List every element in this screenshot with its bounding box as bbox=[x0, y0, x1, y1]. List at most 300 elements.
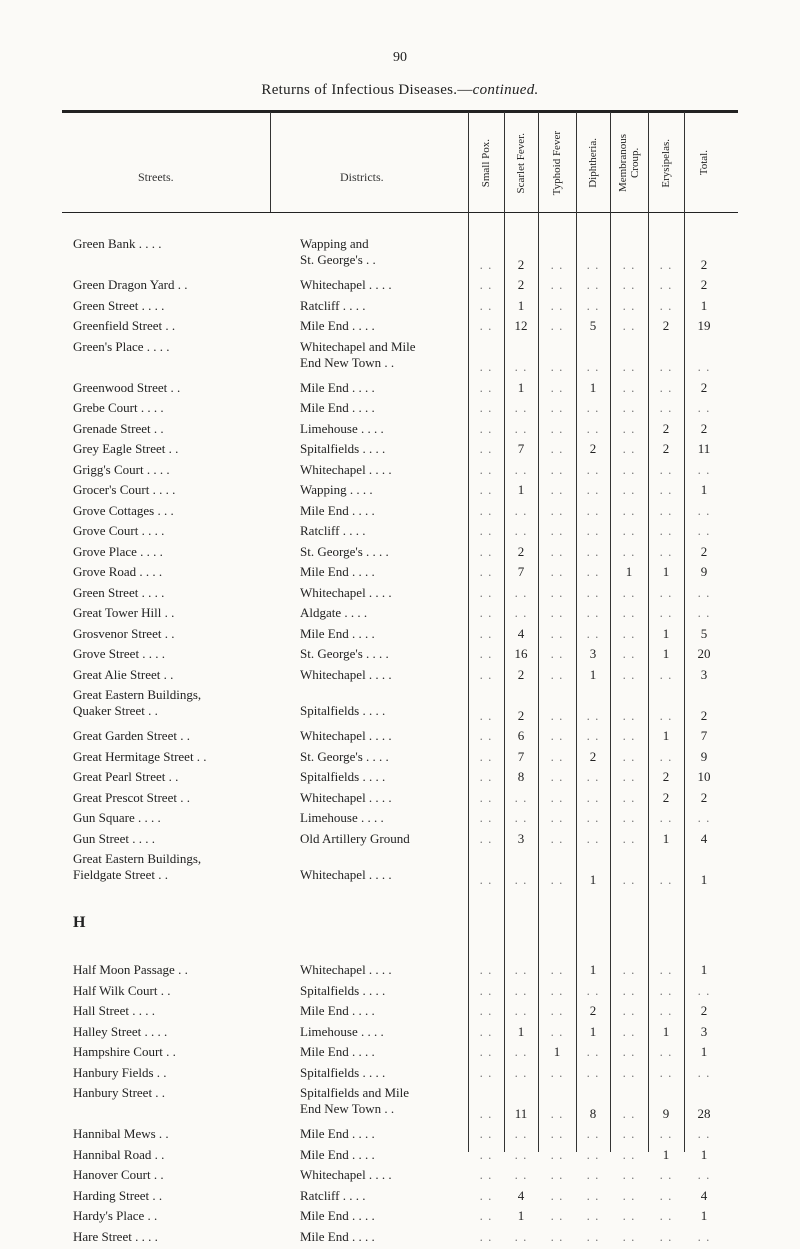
cell-di: 5 bbox=[575, 318, 611, 334]
street-name: Grove Cottages . . . bbox=[73, 503, 174, 519]
cell-di: . . bbox=[575, 1044, 611, 1060]
cell-tf: . . bbox=[539, 769, 575, 785]
cell-sp: . . bbox=[468, 421, 504, 437]
cell-sp: . . bbox=[468, 1188, 504, 1204]
cell-tf: . . bbox=[539, 983, 575, 999]
cell-sp: . . bbox=[468, 749, 504, 765]
street-name: Half Moon Passage . . bbox=[73, 962, 188, 978]
district-name: Mile End . . . . bbox=[300, 503, 375, 519]
cell-er: . . bbox=[648, 810, 684, 826]
cell-to: 2 bbox=[686, 257, 722, 273]
cell-to: 1 bbox=[686, 1147, 722, 1163]
cell-to: 1 bbox=[686, 962, 722, 978]
cell-sf: 1 bbox=[503, 482, 539, 498]
table-row bbox=[0, 728, 800, 749]
cell-tf: . . bbox=[539, 277, 575, 293]
cell-to: . . bbox=[686, 400, 722, 416]
cell-tf: . . bbox=[539, 1024, 575, 1040]
cell-sp: . . bbox=[468, 872, 504, 888]
cell-di: . . bbox=[575, 421, 611, 437]
cell-sp: . . bbox=[468, 1003, 504, 1019]
cell-mc: . . bbox=[611, 380, 647, 396]
cell-tf: . . bbox=[539, 728, 575, 744]
street-name: Grocer's Court . . . . bbox=[73, 482, 175, 498]
cell-er: . . bbox=[648, 503, 684, 519]
header-streets: Streets. bbox=[138, 170, 174, 185]
table-row bbox=[0, 1126, 800, 1147]
cell-sp: . . bbox=[468, 400, 504, 416]
district-name: Mile End . . . . bbox=[300, 1126, 375, 1142]
cell-mc: . . bbox=[611, 983, 647, 999]
cell-sp: . . bbox=[468, 728, 504, 744]
cell-tf: . . bbox=[539, 298, 575, 314]
cell-er: . . bbox=[648, 257, 684, 273]
cell-mc: . . bbox=[611, 1167, 647, 1183]
cell-sp: . . bbox=[468, 626, 504, 642]
cell-er: 2 bbox=[648, 790, 684, 806]
street-name: Grigg's Court . . . . bbox=[73, 462, 170, 478]
page-number: 90 bbox=[0, 50, 800, 66]
cell-sf: . . bbox=[503, 462, 539, 478]
cell-tf: . . bbox=[539, 462, 575, 478]
table-row bbox=[0, 646, 800, 667]
cell-tf: . . bbox=[539, 810, 575, 826]
cell-sf: . . bbox=[503, 400, 539, 416]
cell-mc: . . bbox=[611, 318, 647, 334]
cell-sp: . . bbox=[468, 708, 504, 724]
district-name: Whitechapel . . . . bbox=[300, 667, 392, 683]
street-name: Halley Street . . . . bbox=[73, 1024, 167, 1040]
cell-er: . . bbox=[648, 1188, 684, 1204]
table-row bbox=[0, 1085, 800, 1126]
cell-sf: . . bbox=[503, 1044, 539, 1060]
cell-sp: . . bbox=[468, 318, 504, 334]
cell-sf: . . bbox=[503, 962, 539, 978]
table-row bbox=[0, 810, 800, 831]
cell-di: . . bbox=[575, 1065, 611, 1081]
cell-mc: . . bbox=[611, 421, 647, 437]
header-small-pox: Small Pox. bbox=[468, 116, 504, 210]
cell-tf: . . bbox=[539, 544, 575, 560]
cell-tf: . . bbox=[539, 523, 575, 539]
table-row bbox=[0, 482, 800, 503]
street-name: Hanover Court . . bbox=[73, 1167, 164, 1183]
cell-sp: . . bbox=[468, 1167, 504, 1183]
street-name: Green Bank . . . . bbox=[73, 236, 161, 252]
cell-sf: 2 bbox=[503, 708, 539, 724]
cell-sf: 1 bbox=[503, 1024, 539, 1040]
cell-sf: 7 bbox=[503, 441, 539, 457]
street-name: Grove Road . . . . bbox=[73, 564, 162, 580]
cell-er: 1 bbox=[648, 646, 684, 662]
page-title bbox=[0, 82, 800, 99]
cell-mc: . . bbox=[611, 605, 647, 621]
table-row bbox=[0, 564, 800, 585]
header-total: Total. bbox=[684, 116, 724, 210]
district-name: Wapping . . . . bbox=[300, 482, 373, 498]
cell-sp: . . bbox=[468, 523, 504, 539]
cell-mc: . . bbox=[611, 1208, 647, 1224]
district-name: Spitalfields and Mile End New Town . . bbox=[300, 1085, 409, 1117]
table-row bbox=[0, 503, 800, 524]
cell-sf: . . bbox=[503, 872, 539, 888]
cell-mc: . . bbox=[611, 503, 647, 519]
district-name: Whitechapel . . . . bbox=[300, 1167, 392, 1183]
cell-to: . . bbox=[686, 983, 722, 999]
cell-di: . . bbox=[575, 1126, 611, 1142]
district-name: Spitalfields . . . . bbox=[300, 687, 385, 719]
cell-tf: . . bbox=[539, 872, 575, 888]
street-name: Hampshire Court . . bbox=[73, 1044, 176, 1060]
cell-sp: . . bbox=[468, 359, 504, 375]
cell-sp: . . bbox=[468, 810, 504, 826]
table-row bbox=[0, 585, 800, 606]
cell-sf: . . bbox=[503, 421, 539, 437]
cell-er: 1 bbox=[648, 626, 684, 642]
street-name: Green's Place . . . . bbox=[73, 339, 170, 355]
cell-tf: . . bbox=[539, 482, 575, 498]
cell-mc: . . bbox=[611, 298, 647, 314]
cell-to: 1 bbox=[686, 872, 722, 888]
cell-sp: . . bbox=[468, 462, 504, 478]
table-row bbox=[0, 277, 800, 298]
cell-di: . . bbox=[575, 983, 611, 999]
street-name: Hanbury Fields . . bbox=[73, 1065, 167, 1081]
cell-sf: . . bbox=[503, 585, 539, 601]
cell-mc: . . bbox=[611, 523, 647, 539]
cell-di: . . bbox=[575, 257, 611, 273]
cell-tf: . . bbox=[539, 1106, 575, 1122]
district-name: Ratcliff . . . . bbox=[300, 298, 365, 314]
cell-sf: . . bbox=[503, 1147, 539, 1163]
cell-tf: . . bbox=[539, 1003, 575, 1019]
cell-di: . . bbox=[575, 769, 611, 785]
district-name: Whitechapel . . . . bbox=[300, 277, 392, 293]
cell-di: . . bbox=[575, 605, 611, 621]
cell-sp: . . bbox=[468, 564, 504, 580]
cell-di: . . bbox=[575, 564, 611, 580]
district-name: Mile End . . . . bbox=[300, 626, 375, 642]
street-name: Greenwood Street . . bbox=[73, 380, 180, 396]
cell-di: . . bbox=[575, 810, 611, 826]
cell-sf: 3 bbox=[503, 831, 539, 847]
cell-tf: . . bbox=[539, 1147, 575, 1163]
cell-di: 2 bbox=[575, 441, 611, 457]
cell-mc: . . bbox=[611, 585, 647, 601]
district-name: Aldgate . . . . bbox=[300, 605, 367, 621]
district-name: Limehouse . . . . bbox=[300, 421, 384, 437]
cell-sp: . . bbox=[468, 790, 504, 806]
cell-sp: . . bbox=[468, 441, 504, 457]
cell-er: 1 bbox=[648, 831, 684, 847]
cell-tf: . . bbox=[539, 1126, 575, 1142]
cell-tf: . . bbox=[539, 257, 575, 273]
district-name: Mile End . . . . bbox=[300, 1229, 375, 1245]
cell-to: 1 bbox=[686, 298, 722, 314]
table-row bbox=[0, 626, 800, 647]
table-row bbox=[0, 983, 800, 1004]
district-name: Ratcliff . . . . bbox=[300, 523, 365, 539]
cell-to: 2 bbox=[686, 380, 722, 396]
district-name: Mile End . . . . bbox=[300, 380, 375, 396]
cell-sf: 16 bbox=[503, 646, 539, 662]
cell-di: . . bbox=[575, 523, 611, 539]
street-name: Gun Square . . . . bbox=[73, 810, 161, 826]
cell-di: 1 bbox=[575, 872, 611, 888]
header-rule bbox=[62, 212, 738, 213]
cell-to: . . bbox=[686, 585, 722, 601]
cell-er: . . bbox=[648, 708, 684, 724]
top-rule bbox=[62, 110, 738, 113]
cell-di: . . bbox=[575, 708, 611, 724]
cell-er: 9 bbox=[648, 1106, 684, 1122]
cell-di: . . bbox=[575, 790, 611, 806]
cell-to: 19 bbox=[686, 318, 722, 334]
cell-sf: 8 bbox=[503, 769, 539, 785]
cell-to: . . bbox=[686, 359, 722, 375]
cell-sf: 11 bbox=[503, 1106, 539, 1122]
district-name: Mile End . . . . bbox=[300, 564, 375, 580]
table-row bbox=[0, 687, 800, 728]
col-rule bbox=[270, 112, 271, 212]
cell-to: 5 bbox=[686, 626, 722, 642]
cell-mc: . . bbox=[611, 1147, 647, 1163]
cell-sf: . . bbox=[503, 1065, 539, 1081]
street-name: Grebe Court . . . . bbox=[73, 400, 164, 416]
cell-sp: . . bbox=[468, 1208, 504, 1224]
cell-tf: . . bbox=[539, 749, 575, 765]
cell-sf: . . bbox=[503, 1229, 539, 1245]
cell-mc: . . bbox=[611, 257, 647, 273]
header-erysipelas: Erysipelas. bbox=[648, 116, 684, 210]
cell-di: . . bbox=[575, 277, 611, 293]
table-row bbox=[0, 962, 800, 983]
cell-di: 1 bbox=[575, 1024, 611, 1040]
district-name: Mile End . . . . bbox=[300, 1044, 375, 1060]
cell-sf: . . bbox=[503, 790, 539, 806]
cell-er: . . bbox=[648, 523, 684, 539]
cell-sp: . . bbox=[468, 646, 504, 662]
cell-di: . . bbox=[575, 1208, 611, 1224]
cell-er: . . bbox=[648, 1003, 684, 1019]
street-name: Great Alie Street . . bbox=[73, 667, 173, 683]
header-typhoid-fever: Typhoid Fever bbox=[538, 116, 576, 210]
cell-to: 3 bbox=[686, 1024, 722, 1040]
district-name: Whitechapel . . . . bbox=[300, 962, 392, 978]
cell-sp: . . bbox=[468, 482, 504, 498]
cell-to: 11 bbox=[686, 441, 722, 457]
table-row bbox=[0, 462, 800, 483]
table-row bbox=[0, 1229, 800, 1249]
cell-er: . . bbox=[648, 482, 684, 498]
cell-sp: . . bbox=[468, 257, 504, 273]
district-name: Limehouse . . . . bbox=[300, 810, 384, 826]
cell-mc: . . bbox=[611, 728, 647, 744]
cell-di: . . bbox=[575, 462, 611, 478]
table-row bbox=[0, 339, 800, 380]
cell-to: . . bbox=[686, 810, 722, 826]
cell-mc: . . bbox=[611, 482, 647, 498]
street-name: Grenade Street . . bbox=[73, 421, 164, 437]
street-name: Grosvenor Street . . bbox=[73, 626, 174, 642]
cell-di: . . bbox=[575, 359, 611, 375]
table-row bbox=[0, 667, 800, 688]
cell-to: 7 bbox=[686, 728, 722, 744]
cell-to: 28 bbox=[686, 1106, 722, 1122]
street-name: Grove Place . . . . bbox=[73, 544, 163, 560]
cell-mc: . . bbox=[611, 1188, 647, 1204]
cell-sf: . . bbox=[503, 1126, 539, 1142]
cell-tf: . . bbox=[539, 421, 575, 437]
cell-to: . . bbox=[686, 1065, 722, 1081]
cell-to: . . bbox=[686, 503, 722, 519]
table-row bbox=[0, 318, 800, 339]
cell-to: 10 bbox=[686, 769, 722, 785]
cell-sf: . . bbox=[503, 983, 539, 999]
cell-to: . . bbox=[686, 523, 722, 539]
cell-tf: . . bbox=[539, 1167, 575, 1183]
cell-to: . . bbox=[686, 1229, 722, 1245]
cell-er: . . bbox=[648, 1126, 684, 1142]
cell-sf: 4 bbox=[503, 626, 539, 642]
cell-sp: . . bbox=[468, 544, 504, 560]
district-name: St. George's . . . . bbox=[300, 749, 389, 765]
cell-sf: 6 bbox=[503, 728, 539, 744]
cell-sp: . . bbox=[468, 1024, 504, 1040]
cell-di: 3 bbox=[575, 646, 611, 662]
district-name: Mile End . . . . bbox=[300, 1003, 375, 1019]
cell-to: 20 bbox=[686, 646, 722, 662]
street-name: Great Tower Hill . . bbox=[73, 605, 174, 621]
table-row bbox=[0, 236, 800, 277]
cell-mc: . . bbox=[611, 400, 647, 416]
district-name: Spitalfields . . . . bbox=[300, 983, 385, 999]
cell-tf: . . bbox=[539, 831, 575, 847]
cell-sf: . . bbox=[503, 810, 539, 826]
cell-er: 1 bbox=[648, 1147, 684, 1163]
cell-sf: 4 bbox=[503, 1188, 539, 1204]
cell-sp: . . bbox=[468, 1126, 504, 1142]
cell-mc: . . bbox=[611, 810, 647, 826]
table-row bbox=[0, 831, 800, 852]
cell-sf: . . bbox=[503, 359, 539, 375]
header-diphtheria: Diphtheria. bbox=[576, 116, 610, 210]
cell-mc: . . bbox=[611, 831, 647, 847]
cell-di: . . bbox=[575, 400, 611, 416]
street-name: Hannibal Mews . . bbox=[73, 1126, 169, 1142]
cell-di: . . bbox=[575, 585, 611, 601]
cell-er: . . bbox=[648, 380, 684, 396]
cell-di: . . bbox=[575, 1188, 611, 1204]
title-continued: continued. bbox=[473, 82, 539, 98]
cell-tf: . . bbox=[539, 1208, 575, 1224]
table-row bbox=[0, 605, 800, 626]
cell-tf: . . bbox=[539, 318, 575, 334]
cell-sf: 2 bbox=[503, 544, 539, 560]
header-membranous-croup: Membranous Croup. bbox=[610, 116, 648, 210]
cell-tf: . . bbox=[539, 790, 575, 806]
district-name: Wapping and St. George's . . bbox=[300, 236, 376, 268]
cell-er: . . bbox=[648, 1044, 684, 1060]
cell-to: . . bbox=[686, 1126, 722, 1142]
cell-sf: . . bbox=[503, 503, 539, 519]
table-row bbox=[0, 851, 800, 892]
cell-tf: . . bbox=[539, 605, 575, 621]
cell-to: . . bbox=[686, 462, 722, 478]
cell-mc: . . bbox=[611, 872, 647, 888]
cell-to: 2 bbox=[686, 544, 722, 560]
cell-er: . . bbox=[648, 277, 684, 293]
district-name: Mile End . . . . bbox=[300, 1208, 375, 1224]
table-row bbox=[0, 544, 800, 565]
cell-mc: . . bbox=[611, 790, 647, 806]
street-name: Great Prescot Street . . bbox=[73, 790, 190, 806]
cell-di: 2 bbox=[575, 1003, 611, 1019]
district-name: St. George's . . . . bbox=[300, 544, 389, 560]
cell-sf: 7 bbox=[503, 749, 539, 765]
cell-sp: . . bbox=[468, 983, 504, 999]
street-name: Great Garden Street . . bbox=[73, 728, 190, 744]
cell-mc: . . bbox=[611, 646, 647, 662]
table-row bbox=[0, 441, 800, 462]
cell-di: 1 bbox=[575, 667, 611, 683]
district-name: Spitalfields . . . . bbox=[300, 1065, 385, 1081]
district-name: Spitalfields . . . . bbox=[300, 441, 385, 457]
cell-er: . . bbox=[648, 400, 684, 416]
cell-er: . . bbox=[648, 1167, 684, 1183]
cell-sf: 2 bbox=[503, 257, 539, 273]
cell-di: . . bbox=[575, 1147, 611, 1163]
cell-tf: . . bbox=[539, 441, 575, 457]
cell-mc: . . bbox=[611, 708, 647, 724]
district-name: Mile End . . . . bbox=[300, 1147, 375, 1163]
cell-tf: . . bbox=[539, 359, 575, 375]
district-name: Whitechapel . . . . bbox=[300, 462, 392, 478]
cell-er: . . bbox=[648, 605, 684, 621]
district-name: St. George's . . . . bbox=[300, 646, 389, 662]
district-name: Whitechapel . . . . bbox=[300, 728, 392, 744]
cell-sf: 1 bbox=[503, 1208, 539, 1224]
cell-tf: . . bbox=[539, 626, 575, 642]
cell-to: 3 bbox=[686, 667, 722, 683]
cell-to: 4 bbox=[686, 1188, 722, 1204]
cell-mc: . . bbox=[611, 962, 647, 978]
cell-di: . . bbox=[575, 626, 611, 642]
table-row bbox=[0, 749, 800, 770]
district-name: Ratcliff . . . . bbox=[300, 1188, 365, 1204]
district-name: Old Artillery Ground bbox=[300, 831, 410, 847]
cell-er: . . bbox=[648, 667, 684, 683]
cell-to: . . bbox=[686, 605, 722, 621]
cell-mc: . . bbox=[611, 1024, 647, 1040]
cell-di: . . bbox=[575, 728, 611, 744]
cell-mc: . . bbox=[611, 667, 647, 683]
cell-mc: . . bbox=[611, 544, 647, 560]
cell-di: 8 bbox=[575, 1106, 611, 1122]
cell-mc: . . bbox=[611, 1106, 647, 1122]
cell-sf: 12 bbox=[503, 318, 539, 334]
table-row bbox=[0, 1188, 800, 1209]
cell-er: . . bbox=[648, 872, 684, 888]
street-name: Grey Eagle Street . . bbox=[73, 441, 178, 457]
cell-er: . . bbox=[648, 298, 684, 314]
cell-sf: . . bbox=[503, 523, 539, 539]
cell-sf: 1 bbox=[503, 298, 539, 314]
street-name: Half Wilk Court . . bbox=[73, 983, 170, 999]
street-name: Gun Street . . . . bbox=[73, 831, 155, 847]
cell-er: . . bbox=[648, 1208, 684, 1224]
cell-tf: . . bbox=[539, 585, 575, 601]
